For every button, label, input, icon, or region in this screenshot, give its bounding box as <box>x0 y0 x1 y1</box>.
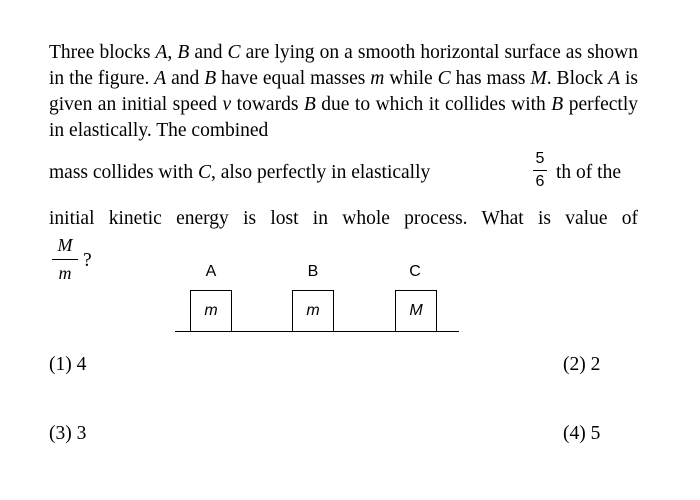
question-text: Three blocks A, B and C are lying on a smooth horizontal surface as shown in the figure. A and B have equal masses m while C has mass M. Block A is given an initial speed v towards B due to which it collides with B perfectly in elastically. The combined <box>49 42 638 141</box>
fraction-five-sixths <box>533 150 547 191</box>
ratio-numerator: M <box>57 235 73 255</box>
option-2[interactable]: (2) 2 <box>563 354 601 375</box>
fraction-denominator: 6 <box>535 173 545 190</box>
block-c: M <box>395 290 437 332</box>
ratio-bar <box>52 259 78 260</box>
option-1[interactable]: (1) 4 <box>49 354 87 375</box>
question-line-last: initial kinetic energy is lost in whole process. What is value of <box>49 208 638 229</box>
option-3[interactable]: (3) 3 <box>49 423 87 444</box>
question-mark: ? <box>83 250 92 271</box>
text-segment: mass collides with C, also perfectly in elastically <box>49 162 431 183</box>
block-a: m <box>190 290 232 332</box>
block-b: m <box>292 290 334 332</box>
option-4[interactable]: (4) 5 <box>563 423 601 444</box>
fraction-numerator: 5 <box>535 150 545 167</box>
ratio-fraction <box>52 235 78 284</box>
fraction-bar <box>533 170 547 171</box>
block-b-label: B <box>307 263 319 280</box>
ratio-denominator: m <box>58 263 72 283</box>
text-segment: th of the <box>556 162 621 183</box>
block-c-label: C <box>409 263 421 280</box>
horizontal-surface <box>175 331 459 332</box>
question-line-fraction <box>49 150 638 202</box>
block-a-label: A <box>205 263 217 280</box>
